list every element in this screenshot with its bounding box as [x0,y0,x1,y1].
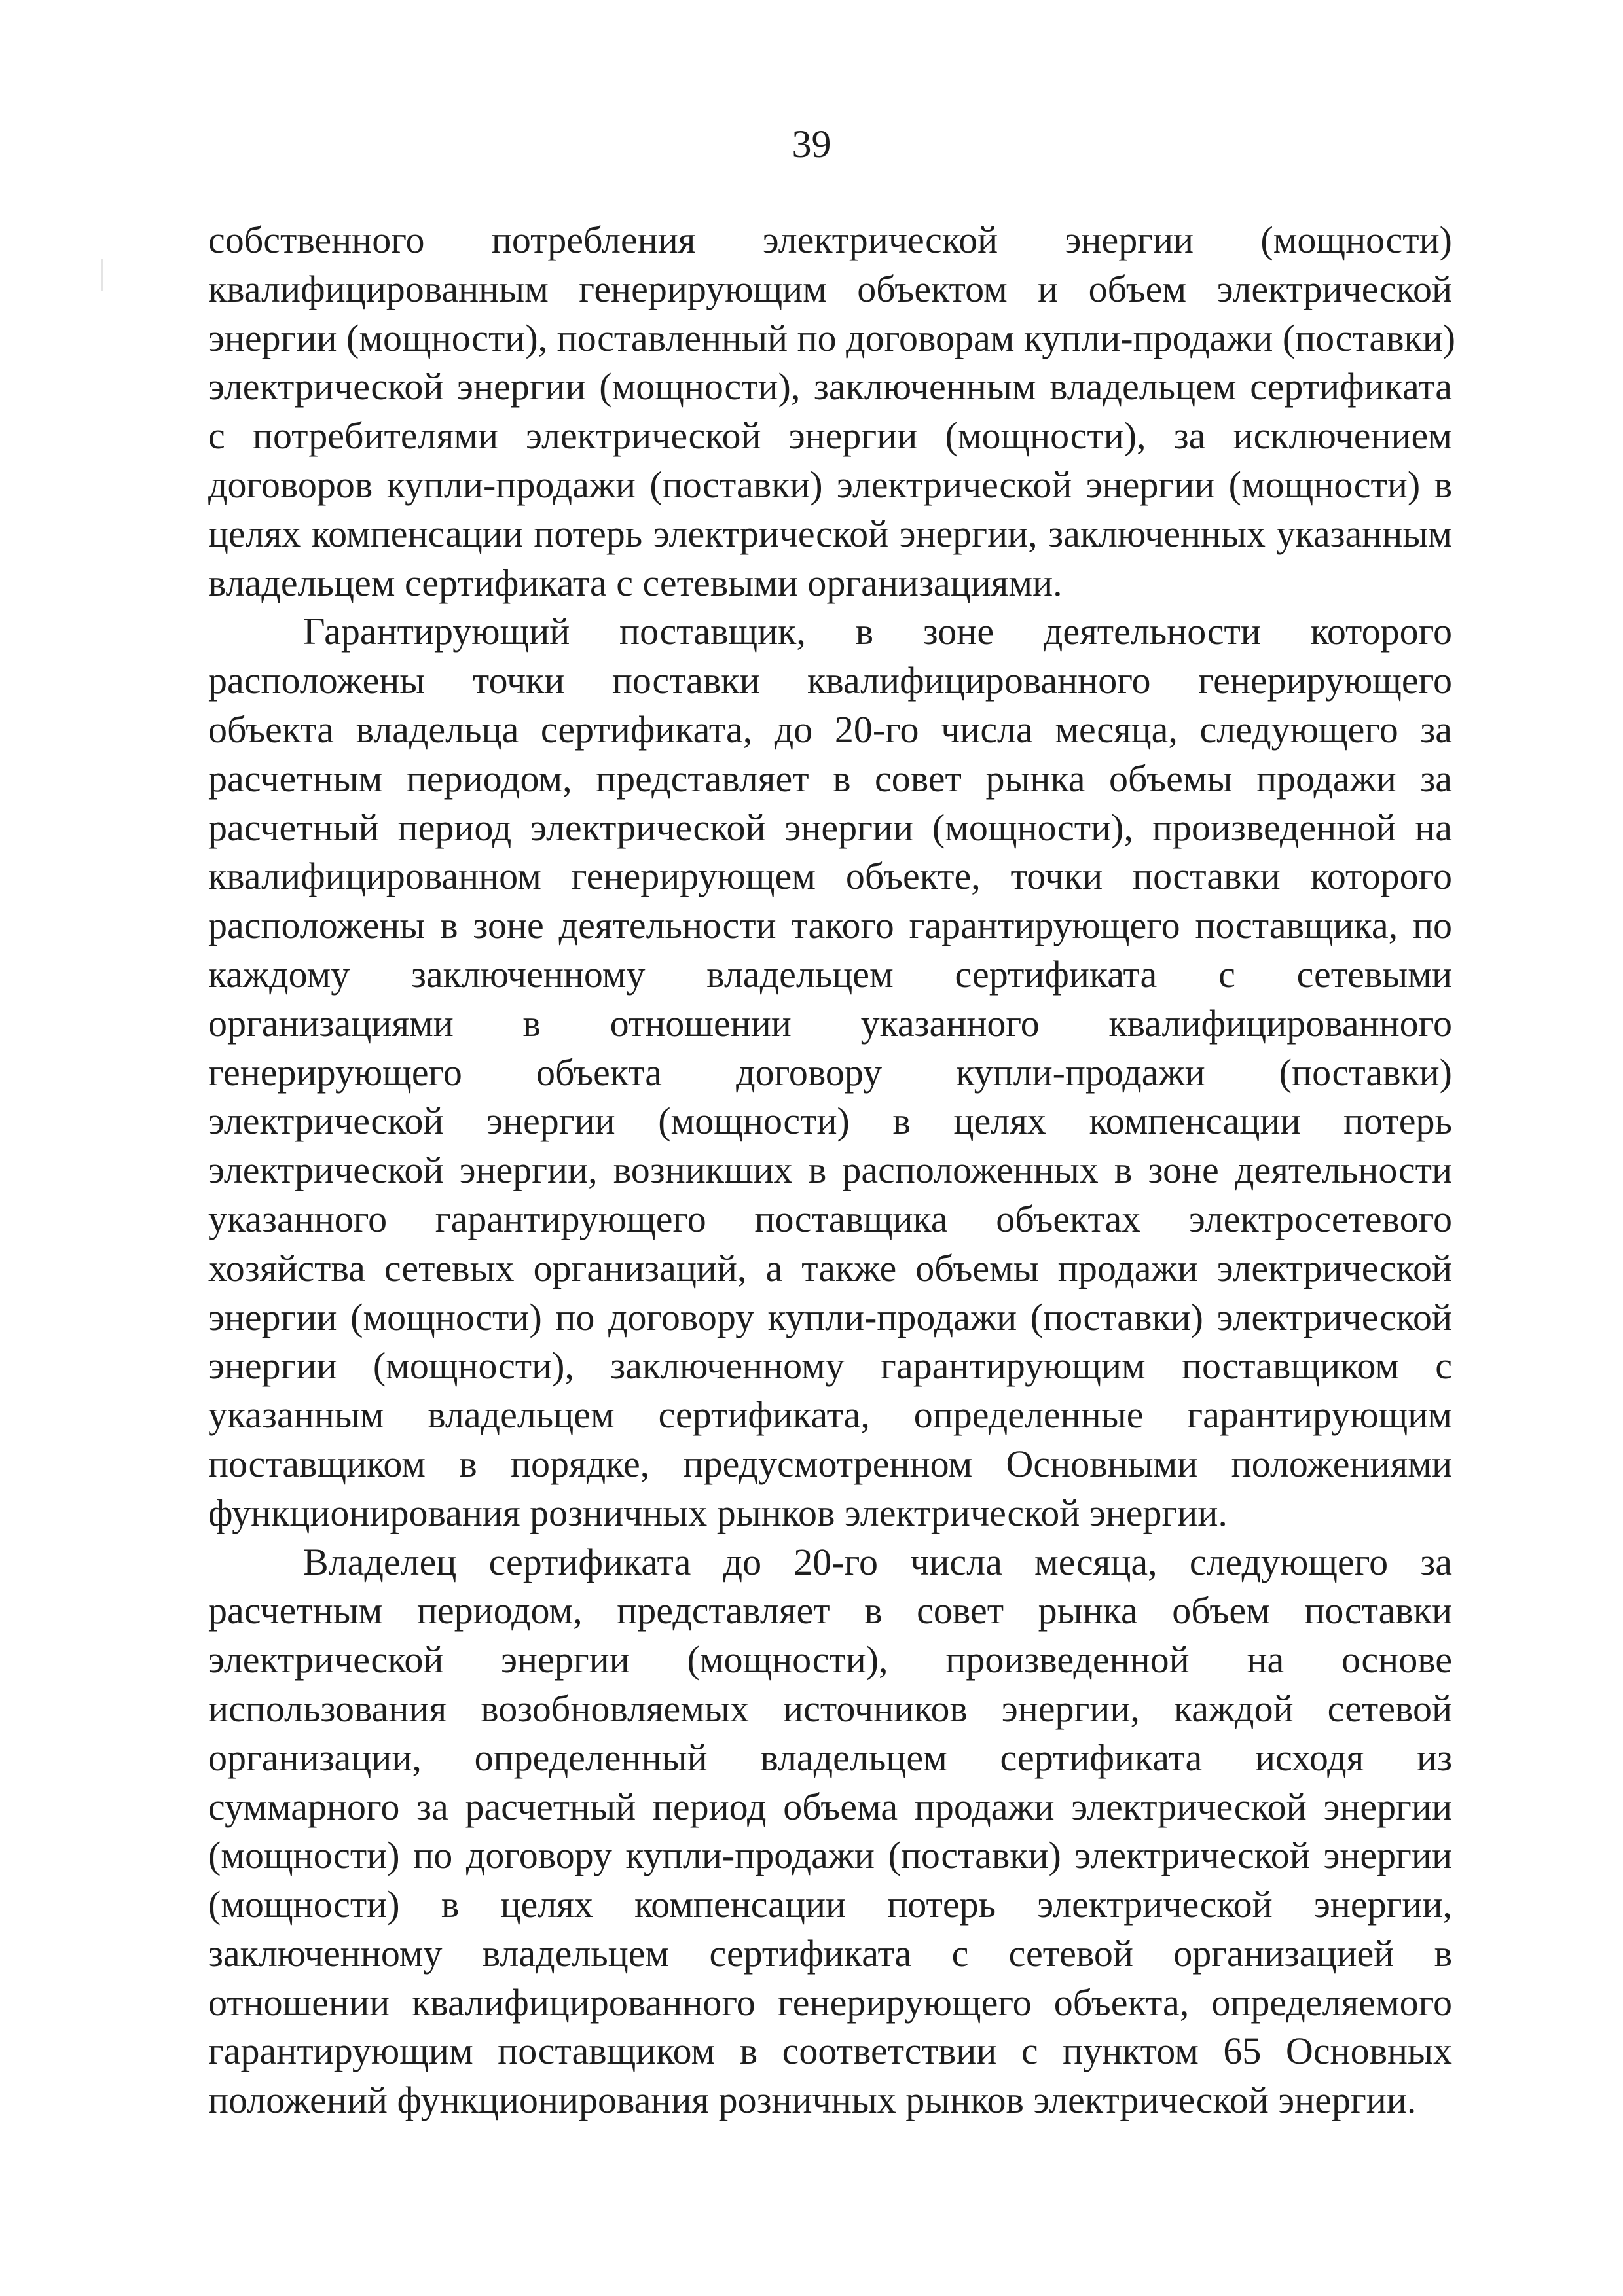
text-line: квалифицированным генерирующим объектом и объем электрической [208,267,1452,310]
text-line: генерирующего объекта договору купли-продажи (поставки) [208,1050,1452,1094]
text-line: квалифицированном генерирующем объекте, точки поставки которого [208,855,1452,898]
text-line: договоров купли-продажи (поставки) электрической энергии (мощности) в [208,463,1452,506]
text-line: расчетным периодом, представляет в совет рынка объем поставки [208,1589,1452,1632]
paragraph [208,607,1452,1537]
text-line: отношении квалифицированного генерирующего объекта, определяемого [208,1981,1452,2024]
text-line: суммарного за расчетный период объема продажи электрической энергии [208,1785,1452,1828]
text-line: энергии (мощности), поставленный по договорам купли-продажи (поставки) [208,316,1456,359]
text-line: Гарантирующий поставщик, в зоне деятельности которого [303,610,1452,653]
text-line: организациями в отношении указанного квалифицированного [208,1001,1452,1045]
text-line: указанного гарантирующего поставщика объектах электросетевого [208,1197,1452,1240]
text-line: электрической энергии (мощности) в целях компенсации потерь [208,1100,1452,1143]
text-line: каждому заключенному владельцем сертификата с сетевыми [208,952,1452,996]
text-line: энергии (мощности) по договору купли-продажи (поставки) электрической [208,1295,1452,1338]
text-line: указанным владельцем сертификата, определенные гарантирующим [208,1393,1452,1437]
page-number: 39 [792,122,831,166]
text-line: объекта владельца сертификата, до 20-го числа месяца, следующего за [208,708,1452,751]
text-line: хозяйства сетевых организаций, а также объемы продажи электрической [208,1246,1452,1289]
text-line: электрической энергии (мощности), заключенным владельцем сертификата [208,365,1452,408]
text-line: гарантирующим поставщиком в соответствии с пунктом 65 Основных [208,2030,1452,2073]
text-line: энергии (мощности), заключенному гарантирующим поставщиком с [208,1344,1452,1388]
text-line: использования возобновляемых источников энергии, каждой сетевой [208,1687,1452,1730]
text-line: функционирования розничных рынков электрической энергии. [208,1491,1228,1534]
paragraph [208,216,1456,607]
paragraph [208,1538,1452,2126]
document-body [208,216,1456,2125]
text-line: расчетный период электрической энергии (мощности), произведенной на [208,806,1452,849]
text-line: расположены в зоне деятельности такого гарантирующего поставщика, по [208,904,1452,947]
text-line: поставщиком в порядке, предусмотренном Основными положениями [208,1442,1452,1485]
text-line: расчетным периодом, представляет в совет рынка объемы продажи за [208,757,1452,800]
text-line: положений функционирования розничных рынков электрической энергии. [208,2079,1417,2122]
text-line: Владелец сертификата до 20-го числа месяца, следующего за [303,1540,1452,1583]
text-line: заключенному владельцем сертификата с сетевой организацией в [208,1931,1452,1975]
text-line: владельцем сертификата с сетевыми организациями. [208,561,1063,604]
text-line: с потребителями электрической энергии (мощности), за исключением [208,414,1452,457]
scan-artifact [101,259,103,291]
text-line: электрической энергии, возникших в расположенных в зоне деятельности [208,1149,1452,1192]
text-line: организации, определенный владельцем сертификата исходя из [208,1736,1452,1779]
text-line: расположены точки поставки квалифицированного генерирующего [208,659,1452,702]
text-line: (мощности) в целях компенсации потерь электрической энергии, [208,1883,1452,1926]
text-line: (мощности) по договору купли-продажи (поставки) электрической энергии [208,1834,1452,1877]
text-line: электрической энергии (мощности), произведенной на основе [208,1638,1452,1681]
text-line: целях компенсации потерь электрической энергии, заключенных указанным [208,512,1452,555]
text-line: собственного потребления электрической энергии (мощности) [208,219,1452,261]
